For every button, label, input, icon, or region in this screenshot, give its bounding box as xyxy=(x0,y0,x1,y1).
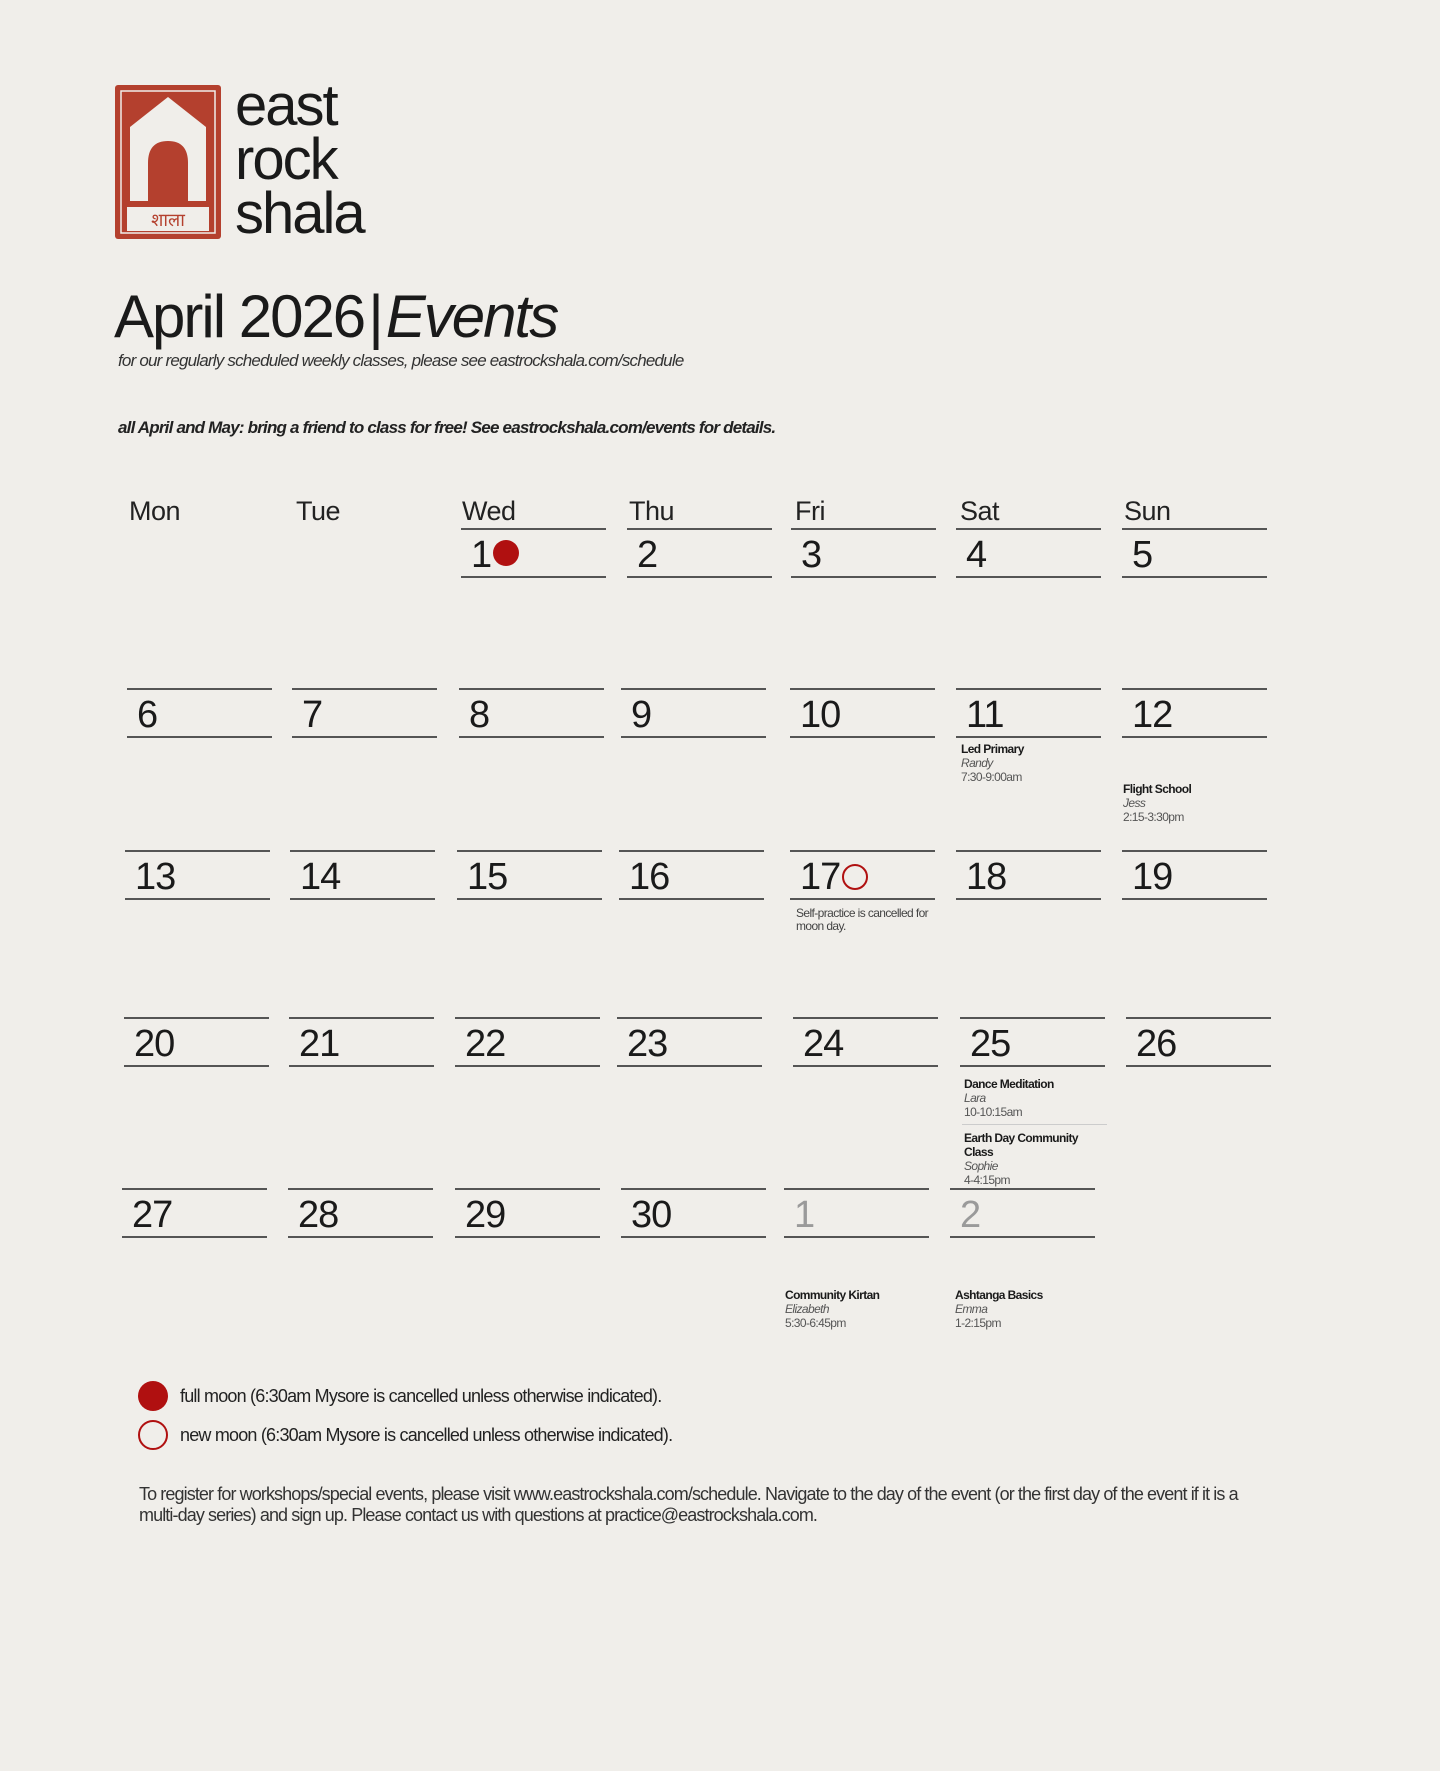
event-name: Dance Meditation xyxy=(964,1077,1054,1091)
title-separator: | xyxy=(368,283,382,350)
svg-text:शाला: शाला xyxy=(151,210,185,231)
day-number: 15 xyxy=(467,856,508,898)
event-dance-meditation[interactable] xyxy=(964,1077,1054,1119)
title-month: April 2026 xyxy=(114,283,365,350)
schedule-note: for our regularly scheduled weekly classes, please see eastrockshala.com/schedule xyxy=(118,351,684,370)
legend-full-moon xyxy=(138,1381,661,1411)
day-cell-apr-5[interactable] xyxy=(1122,528,1267,578)
new-moon-icon xyxy=(842,864,868,890)
event-name: Community Kirtan xyxy=(785,1288,880,1302)
day-cell-apr-15[interactable] xyxy=(457,850,602,900)
day-number: 3 xyxy=(801,534,822,576)
day-number: 5 xyxy=(1132,534,1153,576)
day-cell-apr-13[interactable] xyxy=(125,850,270,900)
day-cell-apr-4[interactable] xyxy=(956,528,1101,578)
day-cell-apr-27[interactable] xyxy=(122,1188,267,1238)
event-instructor: Jess xyxy=(1123,796,1146,810)
day-number: 20 xyxy=(134,1023,175,1065)
promo-banner: all April and May: bring a friend to class for free! See eastrockshala.com/events for details. xyxy=(118,418,776,437)
event-name: Led Primary xyxy=(961,742,1024,756)
event-time: 5:30-6:45pm xyxy=(785,1316,846,1330)
day-number: 1 xyxy=(471,534,492,576)
day-cell-apr-28[interactable] xyxy=(288,1188,433,1238)
day-number: 17 xyxy=(800,856,841,898)
day-number: 13 xyxy=(135,856,176,898)
registration-info: To register for workshops/special events, please visit www.eastrockshala.com/schedule. Navigate to the day of the event (or the first day of the event if it is a multi-day series) and sign up. Please contact us with questions at practice@eastrockshala.com. xyxy=(139,1484,1238,1525)
event-flight-school[interactable] xyxy=(1123,782,1191,824)
day-cell-apr-26[interactable] xyxy=(1126,1017,1271,1067)
day-cell-apr-3[interactable] xyxy=(791,528,936,578)
weekday-tue: Tue xyxy=(296,496,341,526)
day-cell-may-1[interactable] xyxy=(784,1188,929,1238)
day-number: 11 xyxy=(966,694,1004,736)
title-section: Events xyxy=(385,283,558,350)
logo xyxy=(113,73,364,246)
day-number: 4 xyxy=(966,534,987,576)
day-cell-apr-2[interactable] xyxy=(627,528,772,578)
event-instructor: Emma xyxy=(955,1302,988,1316)
day-number: 27 xyxy=(132,1194,173,1236)
day-number: 7 xyxy=(302,694,323,736)
day-number: 2 xyxy=(637,534,658,576)
weekday-sat: Sat xyxy=(960,496,1000,526)
full-moon-icon xyxy=(138,1381,168,1411)
day-number: 21 xyxy=(299,1023,340,1065)
day-number: 30 xyxy=(631,1194,672,1236)
full-moon-icon xyxy=(493,540,519,566)
day-cell-apr-14[interactable] xyxy=(290,850,435,900)
logo-line-shala: shala xyxy=(235,181,364,246)
event-time: 4-4:15pm xyxy=(964,1173,1010,1187)
event-instructor: Sophie xyxy=(964,1159,998,1173)
day-number: 23 xyxy=(627,1023,668,1065)
day-cell-apr-6[interactable] xyxy=(127,688,272,738)
day-cell-apr-19[interactable] xyxy=(1122,850,1267,900)
weekday-sun: Sun xyxy=(1124,496,1171,526)
legend-new-moon xyxy=(138,1420,672,1450)
day-cell-apr-18[interactable] xyxy=(956,850,1101,900)
logo-line-rock: rock xyxy=(235,127,337,192)
day-cell-apr-8[interactable] xyxy=(459,688,604,738)
event-time: 7:30-9:00am xyxy=(961,770,1022,784)
event-led-primary[interactable] xyxy=(961,742,1024,784)
event-time: 1-2:15pm xyxy=(955,1316,1001,1330)
event-name: Ashtanga Basics xyxy=(955,1288,1043,1302)
day-number: 1 xyxy=(794,1194,815,1236)
day-cell-apr-23[interactable] xyxy=(617,1017,762,1067)
day-number: 19 xyxy=(1132,856,1173,898)
day-cell-apr-24[interactable] xyxy=(793,1017,938,1067)
day-cell-apr-17[interactable] xyxy=(790,850,935,900)
day-number: 29 xyxy=(465,1194,506,1236)
event-name: Earth Day Community Class xyxy=(964,1131,1078,1159)
day-number: 22 xyxy=(465,1023,506,1065)
day-number: 2 xyxy=(960,1194,981,1236)
day-cell-apr-20[interactable] xyxy=(124,1017,269,1067)
day-number: 9 xyxy=(631,694,652,736)
day-number: 8 xyxy=(469,694,490,736)
day-number: 24 xyxy=(803,1023,844,1065)
day-cell-apr-29[interactable] xyxy=(455,1188,600,1238)
day-number: 12 xyxy=(1132,694,1173,736)
day-cell-apr-1[interactable] xyxy=(461,528,606,578)
new-moon-icon xyxy=(138,1420,168,1450)
day-number: 10 xyxy=(800,694,841,736)
day-cell-apr-9[interactable] xyxy=(621,688,766,738)
event-ashtanga-basics[interactable] xyxy=(955,1288,1043,1330)
event-instructor: Randy xyxy=(961,756,993,770)
day-cell-apr-12[interactable] xyxy=(1122,688,1267,738)
day-cell-apr-16[interactable] xyxy=(619,850,764,900)
day-cell-apr-25[interactable] xyxy=(960,1017,1105,1067)
event-earth-day-community-class[interactable] xyxy=(964,1131,1104,1187)
weekday-fri: Fri xyxy=(795,496,825,526)
event-community-kirtan[interactable] xyxy=(785,1288,879,1330)
moon-day-note: Self-practice is cancelled for moon day. xyxy=(796,906,929,933)
event-divider xyxy=(962,1124,1107,1125)
shala-house-logo-icon xyxy=(113,83,223,241)
event-name: Flight School xyxy=(1123,782,1192,796)
day-cell-apr-30[interactable] xyxy=(621,1188,766,1238)
day-cell-apr-11[interactable] xyxy=(956,688,1101,738)
legend-new-moon-text: new moon (6:30am Mysore is cancelled unless otherwise indicated). xyxy=(180,1424,673,1445)
legend-full-moon-text: full moon (6:30am Mysore is cancelled unless otherwise indicated). xyxy=(180,1385,662,1406)
day-number: 25 xyxy=(970,1023,1011,1065)
day-number: 6 xyxy=(137,694,158,736)
weekday-mon: Mon xyxy=(129,496,181,526)
day-number: 26 xyxy=(1136,1023,1177,1065)
weekday-thu: Thu xyxy=(629,496,675,526)
logo-line-east: east xyxy=(235,73,337,138)
event-time: 10-10:15am xyxy=(964,1105,1023,1119)
day-number: 28 xyxy=(298,1194,339,1236)
day-cell-apr-22[interactable] xyxy=(455,1017,600,1067)
page-title xyxy=(114,282,557,351)
weekday-wed: Wed xyxy=(462,496,516,526)
day-cell-apr-10[interactable] xyxy=(790,688,935,738)
day-number: 16 xyxy=(629,856,670,898)
day-number: 18 xyxy=(966,856,1007,898)
event-time: 2:15-3:30pm xyxy=(1123,810,1184,824)
day-cell-apr-7[interactable] xyxy=(292,688,437,738)
event-instructor: Elizabeth xyxy=(785,1302,829,1316)
day-number: 14 xyxy=(300,856,341,898)
event-instructor: Lara xyxy=(964,1091,986,1105)
day-cell-may-2[interactable] xyxy=(950,1188,1095,1238)
day-cell-apr-21[interactable] xyxy=(289,1017,434,1067)
logo-wordmark xyxy=(235,73,364,246)
